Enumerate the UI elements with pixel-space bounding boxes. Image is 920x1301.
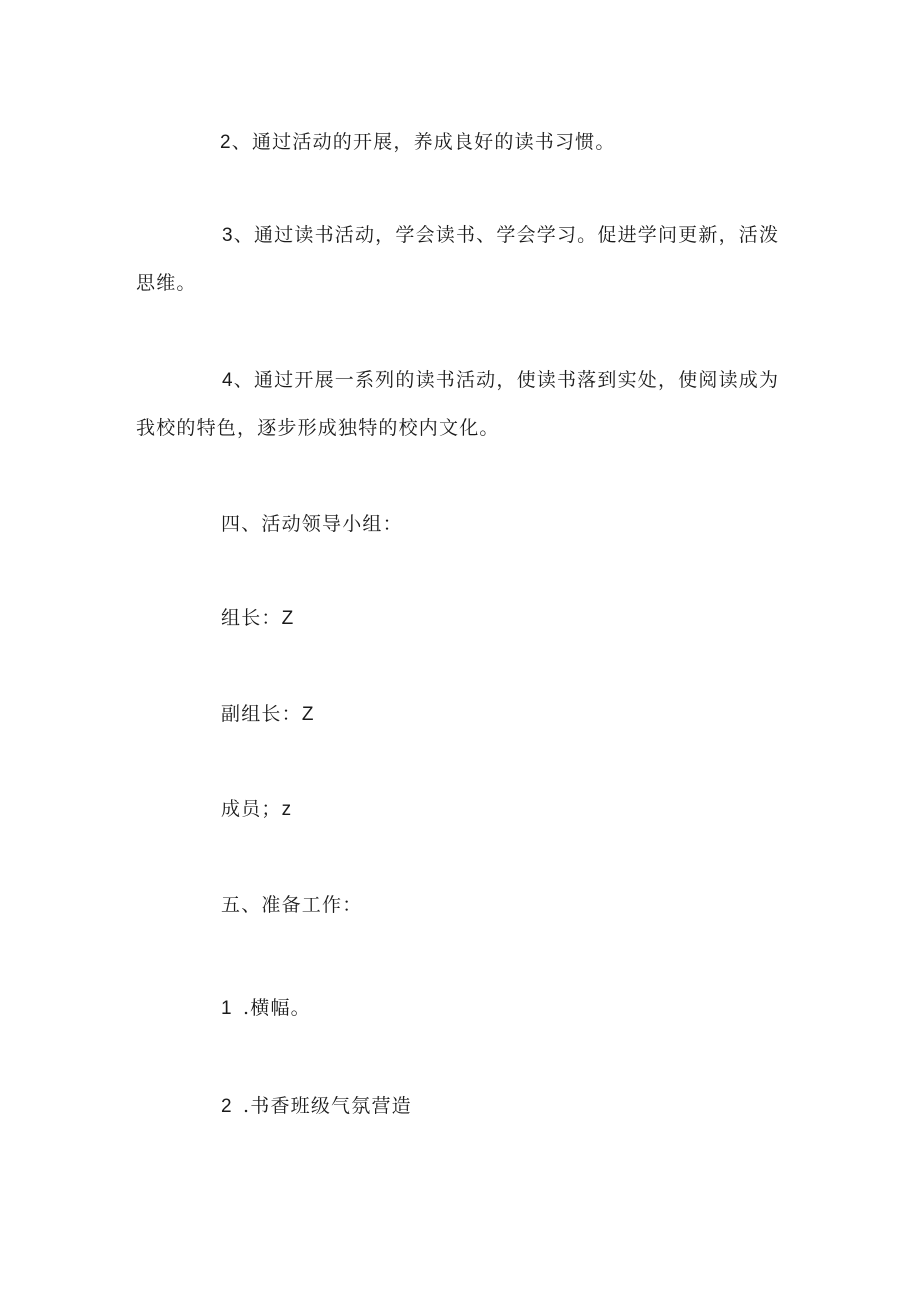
deputy-label: 副组长： [221, 703, 302, 725]
paragraph-3 [222, 223, 779, 248]
item-text: .书香班级气氛营造 [243, 1095, 412, 1117]
leader-line [221, 606, 294, 631]
item-number: 3 [222, 225, 234, 246]
item-number: 4 [222, 370, 234, 391]
paragraph-4-continuation [136, 416, 500, 440]
members-value: z [281, 799, 293, 820]
prep-item-1 [221, 996, 311, 1021]
item-text: 、通过开展一系列的读书活动，使读书落到实处，使阅读成为 [233, 369, 780, 391]
paragraph-4 [222, 368, 779, 393]
item-text: 、通过读书活动，学会读书、学会学习。促进学问更新，活泼 [233, 224, 780, 246]
item-number: 1 [221, 998, 233, 1019]
item-text: 、通过活动的开展，养成良好的读书习惯。 [231, 131, 616, 153]
prep-item-2 [221, 1094, 412, 1119]
paragraph-2 [220, 130, 616, 155]
item-text: 思维。 [136, 272, 197, 294]
members-label: 成员； [221, 798, 282, 820]
paragraph-3-continuation [136, 271, 197, 295]
item-text: 我校的特色，逐步形成独特的校内文化。 [136, 417, 500, 439]
deputy-value: Z [301, 704, 315, 725]
item-number: 2 [220, 132, 232, 153]
item-text: .横幅。 [243, 997, 311, 1019]
leader-label: 组长： [221, 607, 282, 629]
section-5-heading: 五、准备工作： [221, 894, 363, 916]
leader-value: Z [281, 608, 295, 629]
deputy-line [221, 702, 315, 727]
section-4-heading: 四、活动领导小组： [221, 513, 403, 535]
item-number: 2 [221, 1096, 233, 1117]
members-line [221, 797, 292, 822]
